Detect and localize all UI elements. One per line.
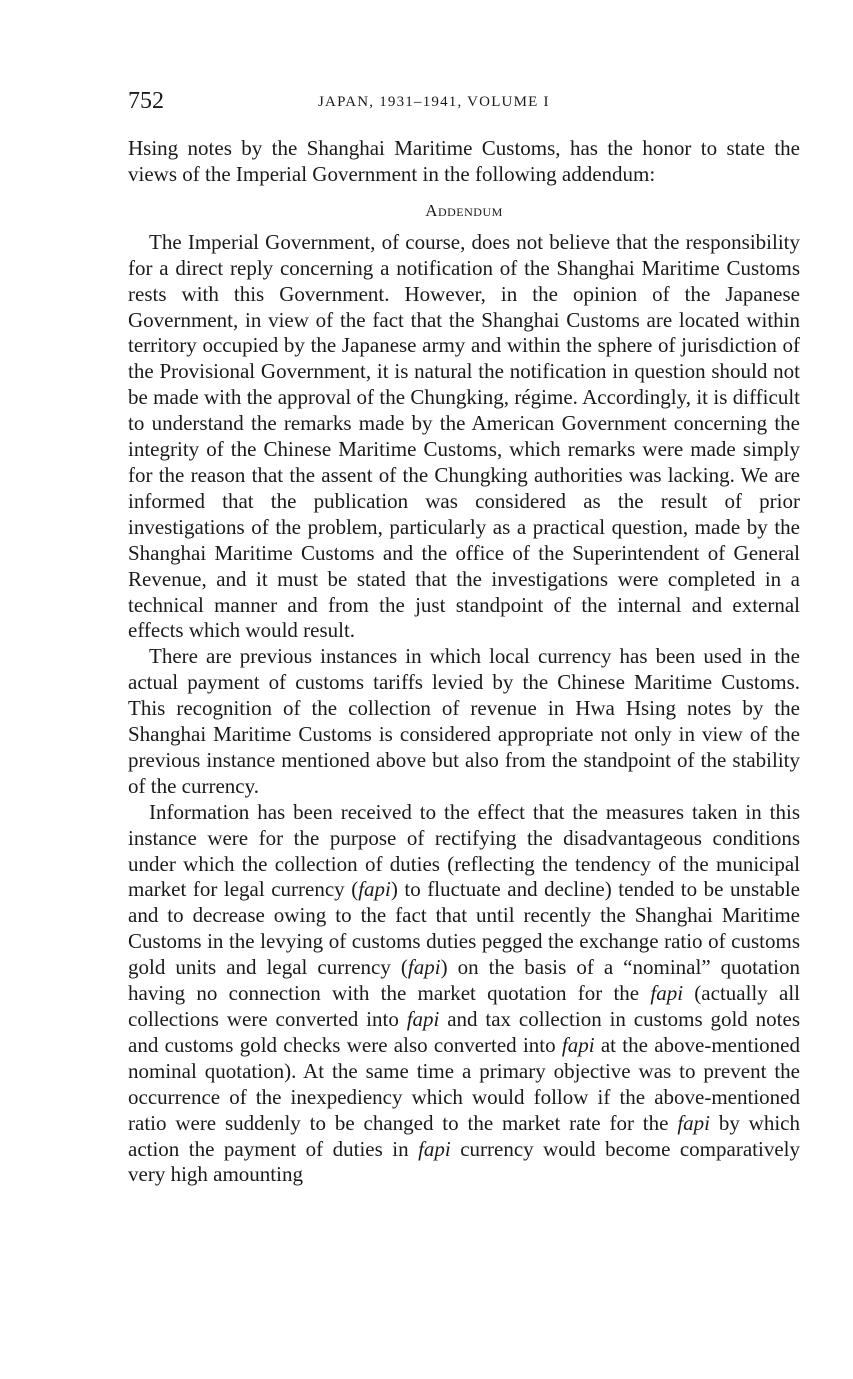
italic-term: fapi xyxy=(418,1136,451,1161)
paragraph-1: The Imperial Government, of course, does not believe that the responsibility for a direct reply concerning a notification of the Shanghai Maritime Customs rests with this Government. However, in the opinion of the Japanese Government, in view of the fact that the Shanghai Customs are located within territory occupied by the Japanese army and within the sphere of jurisdiction of the Provisional Government, it is natural the notification in question should not be made with the approval of the Chungking, régime. Accordingly, it is difficult to understand the remarks made by the American Government concerning the integrity of the Chinese Maritime Customs, which remarks were made simply for the reason that the assent of the Chungking authorities was lacking. We are informed that the publication was considered as the result of prior investigations of the problem, particularly as a practical question, made by the Shanghai Maritime Customs and the office of the Superintendent of General Revenue, and it must be stated that the investigations were completed in a technical manner and from the just standpoint of the internal and external effects which would result. xyxy=(128,229,800,643)
running-head: JAPAN, 1931–1941, VOLUME I xyxy=(318,94,550,110)
text-run: ) to fluctuate and decline) tended to be unstable and to decrease owing to the fact that until recently the Shanghai Maritime Customs in the levying of customs duties pegged the exchange ratio of customs gold units and legal currency ( xyxy=(128,877,800,980)
page-number: 752 xyxy=(128,88,164,114)
paragraph-continuation: Hsing notes by the Shanghai Maritime Customs, has the honor to state the views of the Imperial Government in the following addendum: xyxy=(128,136,800,186)
italic-term: fapi xyxy=(561,1032,595,1057)
text-run: (actually all collections were converted into xyxy=(128,981,801,1031)
body-text xyxy=(128,136,800,1188)
text-run: by which action the payment of duties in xyxy=(128,1110,800,1161)
italic-term: fapi xyxy=(677,1110,710,1135)
text-run: Information has been received to the effect that the measures taken in this instance were for the purpose of rectifying the disadvantageous conditions under which the collection of duties (reflecting the tendency of the municipal market for legal currency ( xyxy=(128,799,800,902)
paragraph-3 xyxy=(128,800,800,1189)
italic-term: fapi xyxy=(406,1007,440,1031)
text-run: at the above-mentioned nominal quotation). At the same time a primary objective was to prevent the occurrence of the inexpediency which would follow if the above-mentioned ratio were suddenly to be changed to the market rate for the xyxy=(128,1032,800,1135)
italic-term: fapi xyxy=(358,877,391,902)
section-heading: Addendum xyxy=(425,200,503,220)
page-header xyxy=(128,88,800,118)
text-run: ) on the basis of a “nominal” quotation having no connection with the market quotation for the xyxy=(128,955,800,1006)
text-run: and tax collection in customs gold notes and customs gold checks were also converted into xyxy=(128,1007,801,1057)
italic-term: fapi xyxy=(407,955,441,980)
paragraph-2: There are previous instances in which local currency has been used in the actual payment of customs tariffs levied by the Chinese Maritime Customs. This recognition of the collection of revenue in Hwa Hsing notes by the Shanghai Maritime Customs is considered appropriate not only in view of the previous instance mentioned above but also from the standpoint of the stability of the currency. xyxy=(128,644,800,798)
text-run: currency would become comparatively very high amounting xyxy=(128,1136,800,1187)
italic-term: fapi xyxy=(650,981,684,1006)
